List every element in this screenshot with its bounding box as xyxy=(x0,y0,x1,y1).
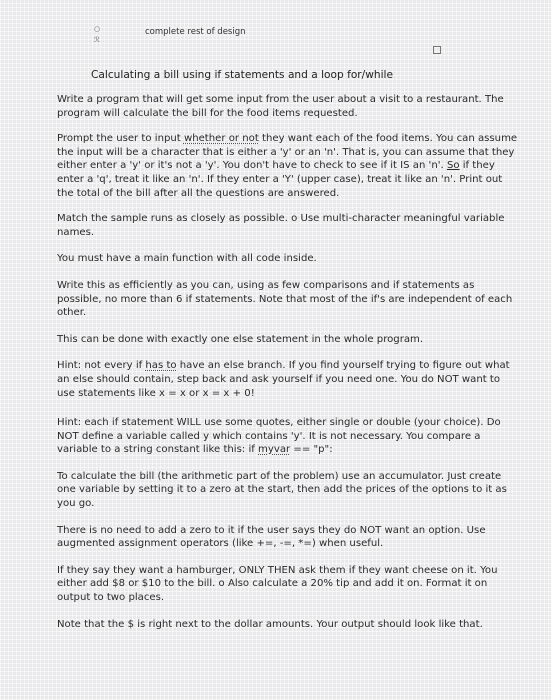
paragraph-prompt: Prompt the user to input whether or not they want each of the food items. You can assume the input will be a character that is either a 'y' or an 'n'. That is, you can assume that they either enter a 'y' or it's not a 'y'. You don't have to check to see if it IS an 'n'. So if they enter a 'q', treat it like an 'n'. If they enter a 'Y' (upper case), treat it like an 'n'. Print out the total of the bill after all the questions are answered. xyxy=(57,133,518,199)
top-header xyxy=(0,0,551,50)
paragraph-efficiency: Write this as efficiently as you can, using as few comparisons and if statements as possible, no more than 6 if statements. Note that most of the if's are independent of each other. xyxy=(57,279,513,319)
paragraph-intro: Write a program that will get some input from the user about a visit to a restaurant. The program will calculate the bill for the food items requested. xyxy=(57,94,504,119)
dotted-underline-text: has to xyxy=(145,360,177,372)
paragraph-hint-quotes: Hint: each if statement WILL use some quotes, either single or double (your choice). Do NOT define a variable called y which contains 'y'. It is not necessary. You compare a variable to a string constant like this: if myvar == "p": xyxy=(57,417,501,456)
paragraph-one-else: This can be done with exactly one else statement in the whole program. xyxy=(57,333,424,345)
underlined-text: So xyxy=(446,160,460,172)
paragraph-sample-runs: Match the sample runs as closely as possible. o Use multi-character meaningful variable names. xyxy=(57,213,505,238)
dotted-underline-text: whether or not xyxy=(183,133,259,145)
glyph-icon: ℛ xyxy=(94,36,100,44)
paragraph-dollar: Note that the $ is right next to the dollar amounts. Your output should look like that. xyxy=(57,618,483,630)
paragraph-hamburger: If they say they want a hamburger, ONLY THEN ask them if they want cheese on it. You either add $8 or $10 to the bill. o Also calculate a 20% tip and add it on. Format it on output to two places. xyxy=(57,564,498,604)
paragraph-augmented: There is no need to add a zero to it if the user says they do NOT want an option. Use augmented assignment operators (like +=, -=, *=) when useful. xyxy=(57,524,486,550)
page-title: Calculating a bill using if statements and a loop for/while xyxy=(91,69,394,81)
paragraph-hint-else: Hint: not every if has to have an else branch. If you find yourself trying to figure out what an else should contain, step back and ask yourself if you need one. You do NOT want to use statements like x = x or x = x + 0! xyxy=(57,360,510,399)
paragraph-main-function: You must have a main function with all code inside. xyxy=(57,253,317,265)
design-note: complete rest of design xyxy=(145,27,246,37)
square-icon xyxy=(433,46,441,54)
document-body xyxy=(57,93,521,631)
circle-icon: ○ xyxy=(94,25,101,33)
dotted-underline-text: myvar xyxy=(258,444,291,456)
paragraph-accumulator: To calculate the bill (the arithmetic part of the problem) use an accumulator. Just create one variable by setting it to a zero at the start, then add the prices of the options to it as you go. xyxy=(57,470,507,510)
